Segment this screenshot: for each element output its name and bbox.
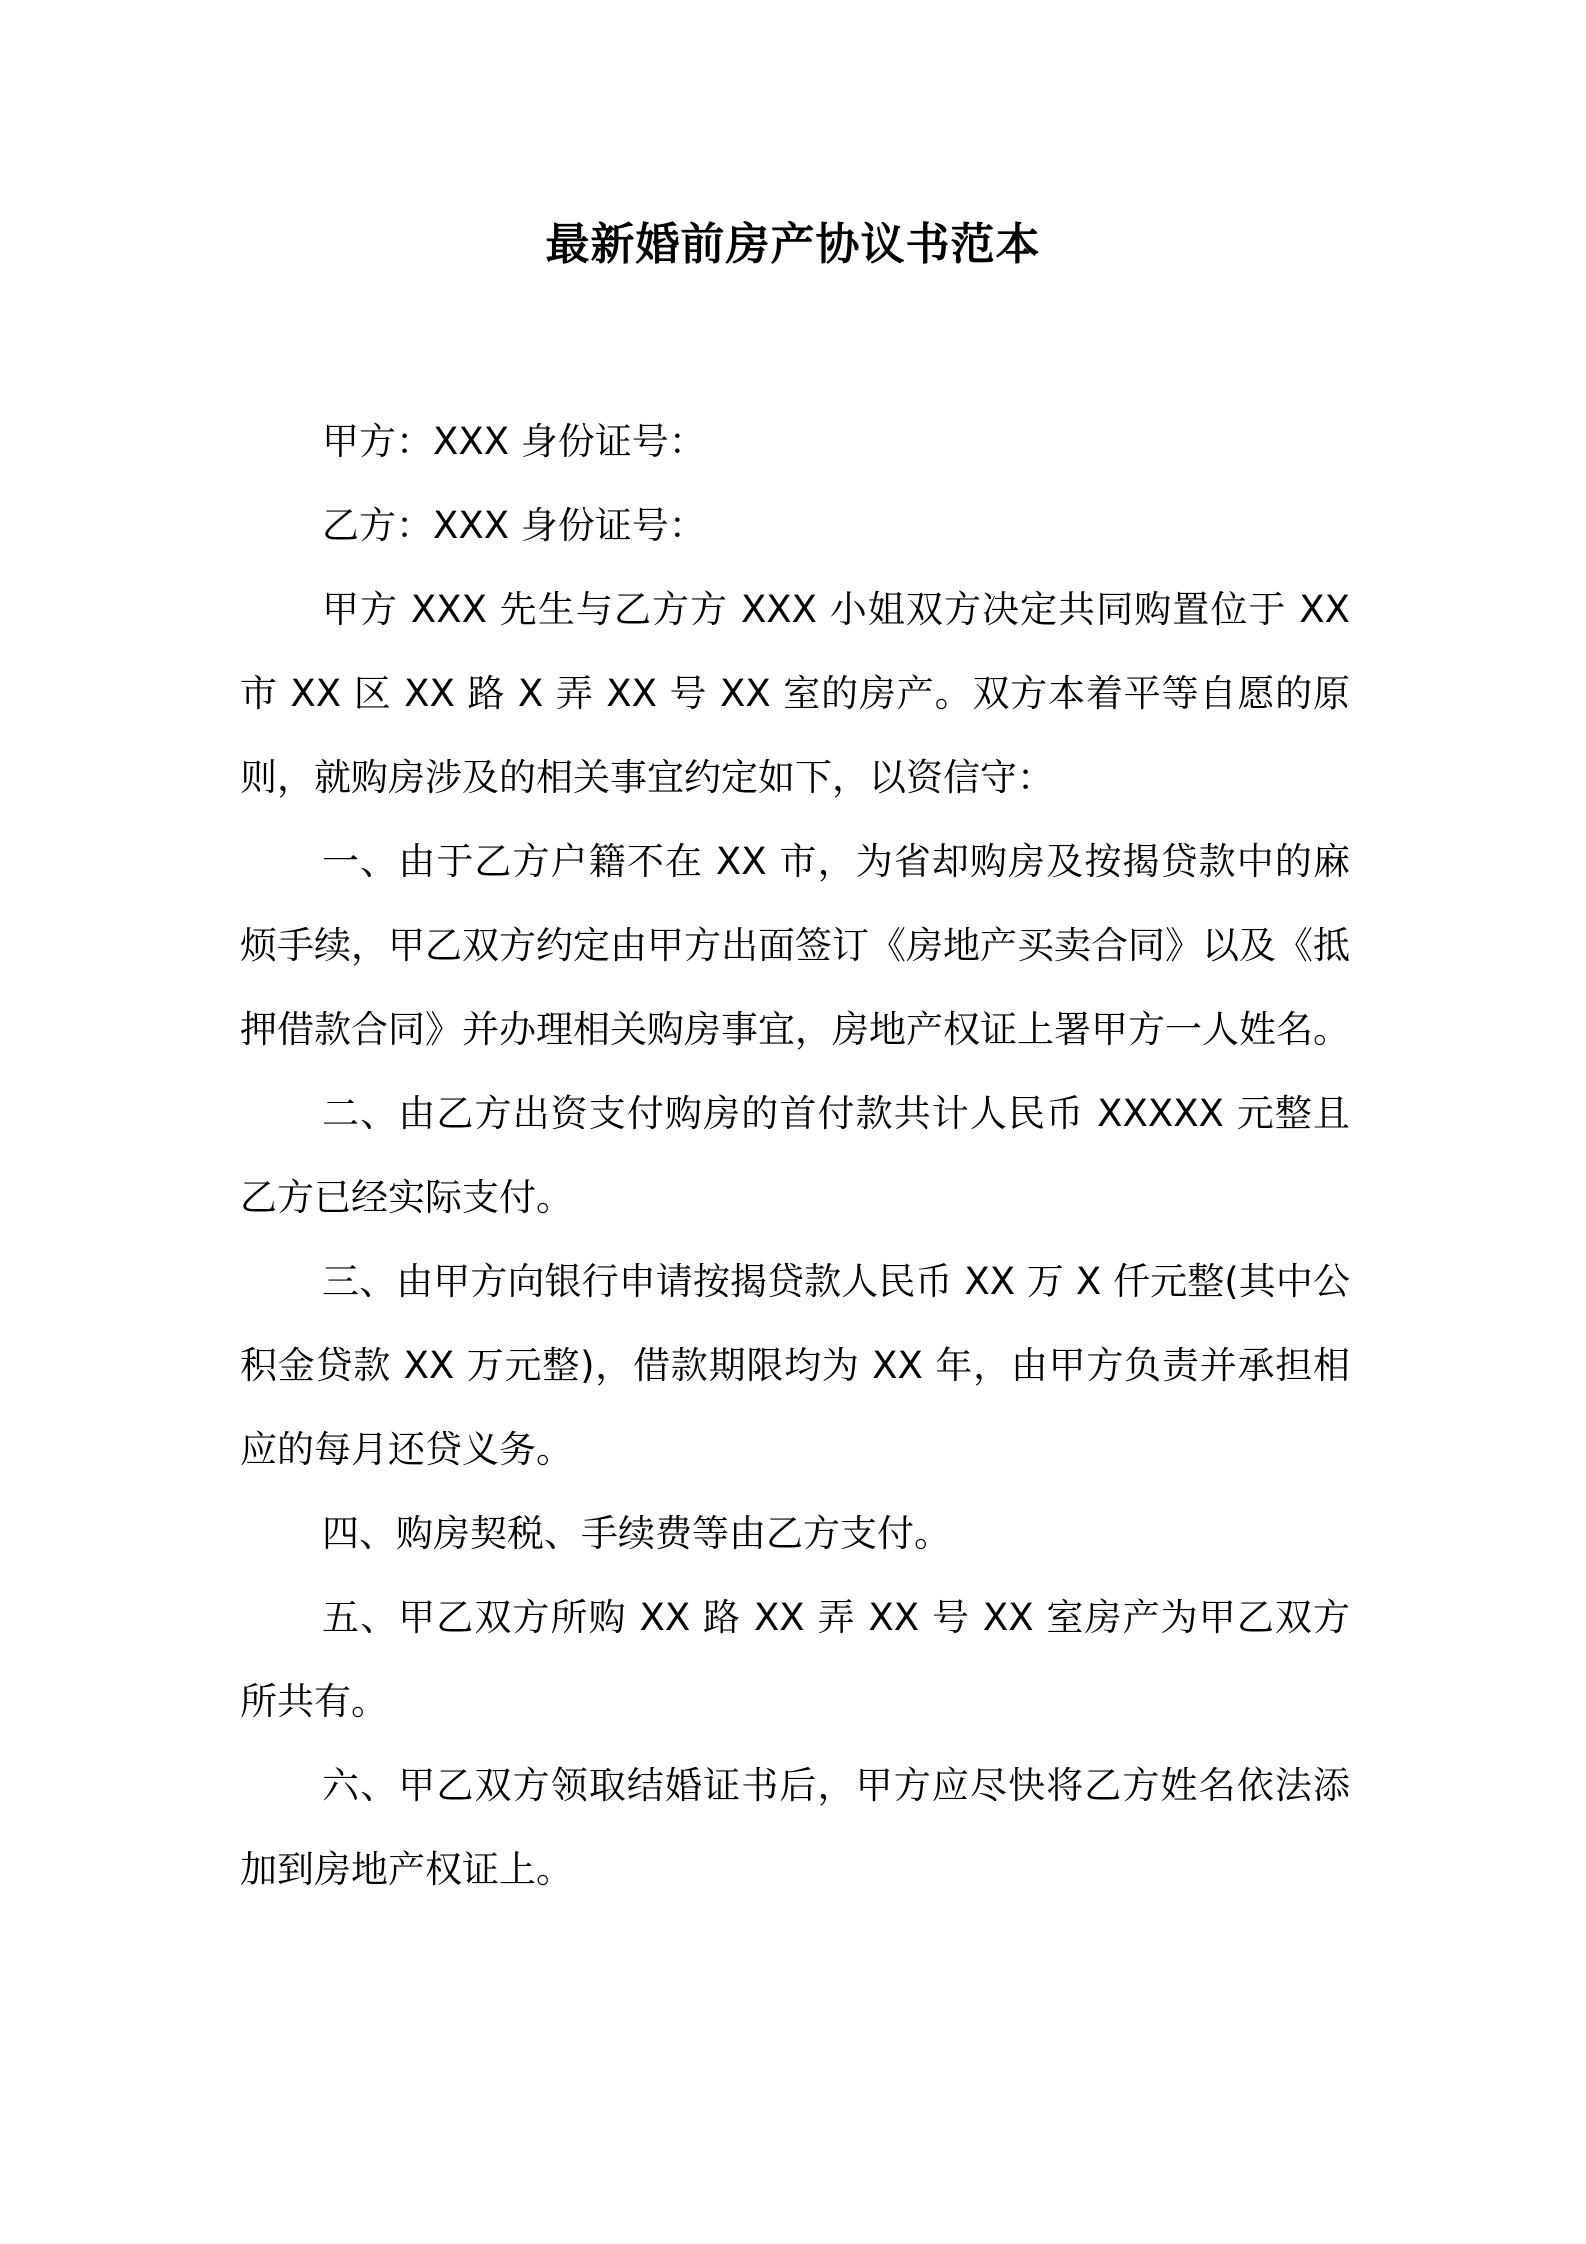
clause-3-paragraph: 三、由甲方向银行申请按揭贷款人民币 XX 万 X 仟元整(其中公积金贷款 XX 万元整)，借款期限均为 XX 年，由甲方负责并承担相应的每月还贷义务。 xyxy=(240,1260,1350,1471)
document-title: 最新婚前房产协议书范本 xyxy=(545,219,1041,270)
party-a-line: 甲方：XXX 身份证号： xyxy=(322,420,706,463)
clause-2-paragraph: 二、由乙方出资支付购房的首付款共计人民币 XXXXX 元整且乙方已经实际支付。 xyxy=(240,1092,1350,1219)
clause-5-paragraph: 五、甲乙双方所购 XX 路 XX 弄 XX 号 XX 室房产为甲乙双方所共有。 xyxy=(240,1596,1350,1723)
clause-4-paragraph: 四、购房契税、手续费等由乙方支付。 xyxy=(322,1512,951,1555)
clause-6-paragraph: 六、甲乙双方领取结婚证书后，甲方应尽快将乙方姓名依法添加到房地产权证上。 xyxy=(240,1764,1350,1891)
document-body xyxy=(240,400,1350,1912)
preamble-paragraph: 甲方 XXX 先生与乙方方 XXX 小姐双方决定共同购置位于 XX 市 XX 区 XX 路 X 弄 XX 号 XX 室的房产。双方本着平等自愿的原则，就购房涉及的相关事宜约定如下，以资信守： xyxy=(240,588,1350,799)
clause-1-paragraph: 一、由于乙方户籍不在 XX 市，为省却购房及按揭贷款中的麻烦手续，甲乙双方约定由甲方出面签订《房地产买卖合同》以及《抵押借款合同》并办理相关购房事宜，房地产权证上署甲方一人姓名。 xyxy=(240,840,1350,1051)
party-b-line: 乙方：XXX 身份证号： xyxy=(322,504,706,547)
